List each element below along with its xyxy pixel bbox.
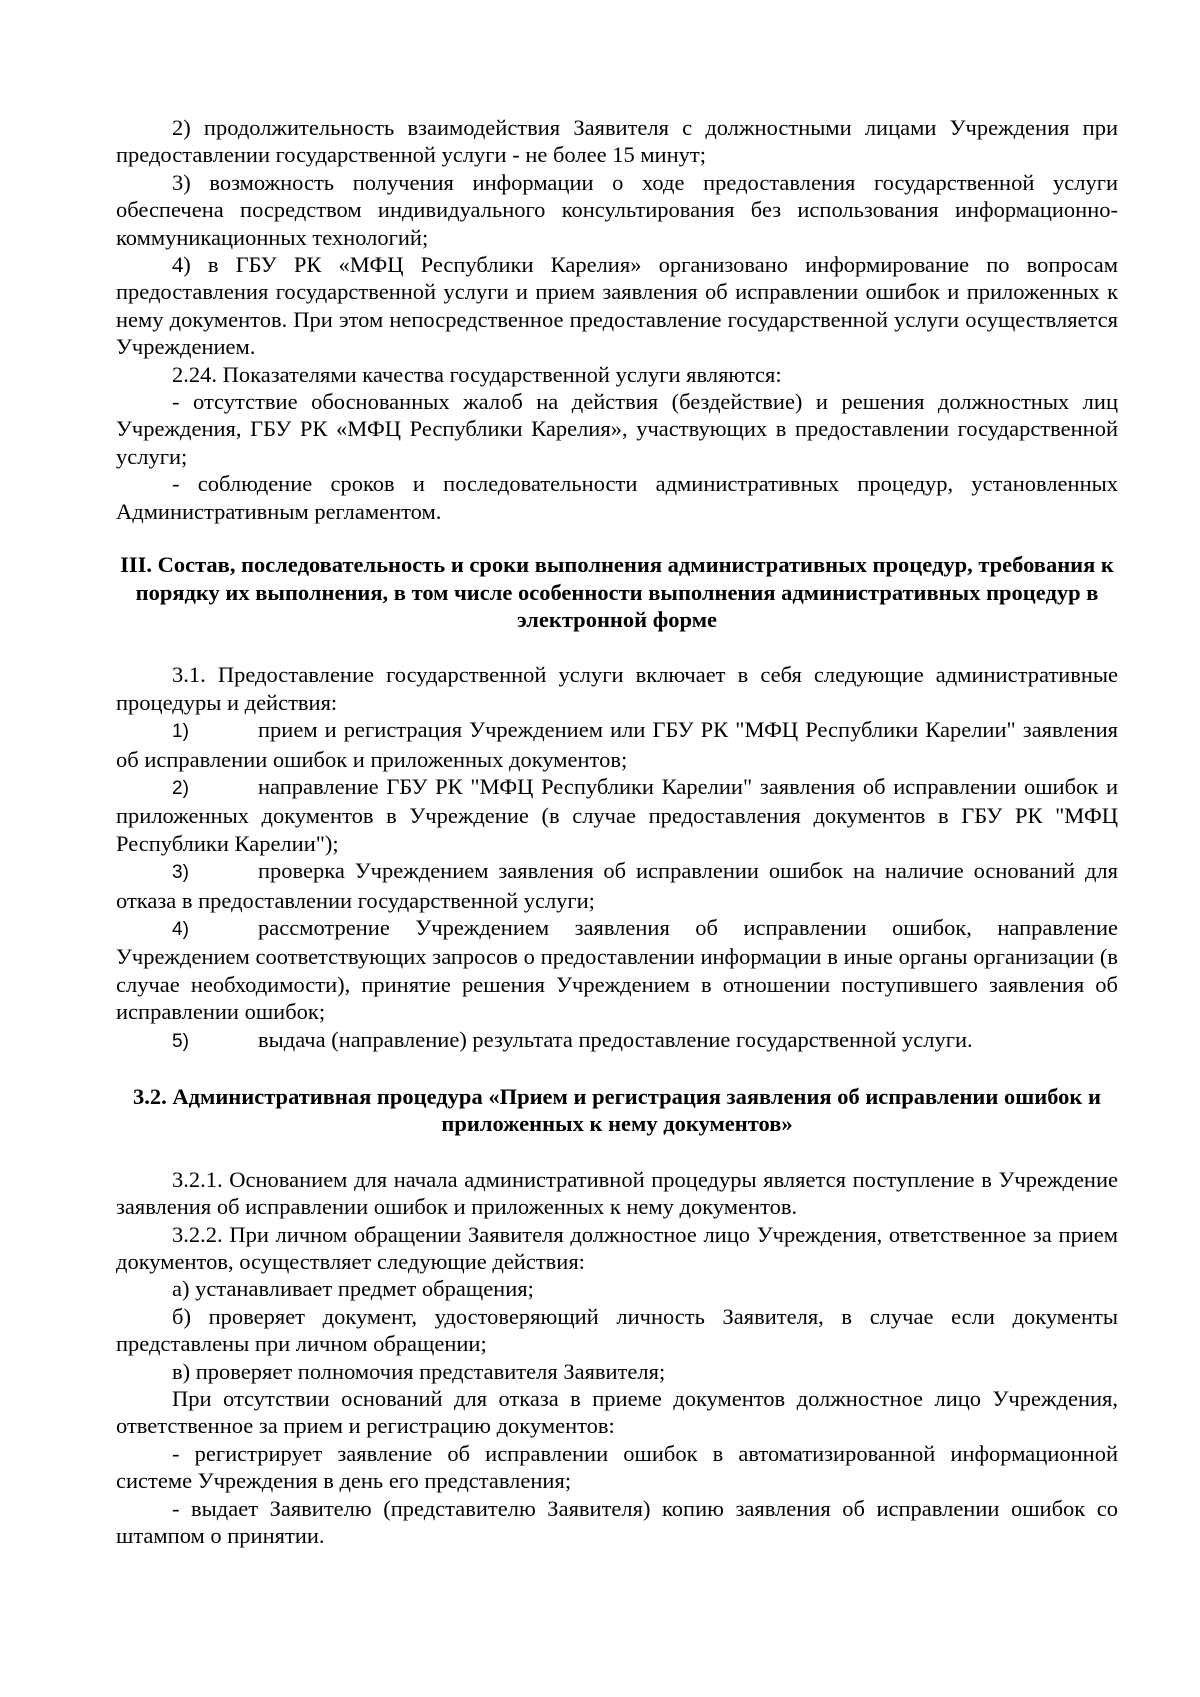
paragraph: в) проверяет полномочия представителя Заявителя; <box>172 1358 666 1384</box>
paragraph: - регистрирует заявление об исправлении ошибок в автоматизированной информационной системе Учреждения в день его представления; <box>116 1440 1118 1494</box>
paragraph: - отсутствие обоснованных жалоб на действия (бездействие) и решения должностных лиц Учреждения, ГБУ РК «МФЦ Республики Карелия», участвующих в предоставлении государственной услуги; <box>116 389 1118 469</box>
list-item <box>116 914 1118 1026</box>
list-item <box>116 773 1118 857</box>
list-item-text: рассмотрение Учреждением заявления об исправлении ошибок, направление Учреждением соответствующих запросов о предоставлении информации в иные органы организации (в случае необходимости), принятие решения Учреждением в отношении поступившего заявления об исправлении ошибок; <box>116 914 1118 1025</box>
paragraph: При отсутствии оснований для отказа в приеме документов должностное лицо Учреждения, ответственное за прием и регистрацию документов: <box>116 1386 1118 1439</box>
list-number: 1) <box>172 721 189 743</box>
list-item <box>116 1026 1118 1055</box>
paragraph: 4) в ГБУ РК «МФЦ Республики Карелия» организовано информирование по вопросам предоставления государственной услуги и прием заявления об исправлении ошибок и приложенных к нему документов. При этом непосредственное предоставление государственной услуги осуществляется Учреждением. <box>116 252 1118 360</box>
paragraph: 3.2.2. При личном обращении Заявителя должностное лицо Учреждения, ответственное за прием документов, осуществляет следующие действия: <box>116 1221 1118 1275</box>
paragraph: 3) возможность получения информации о ходе предоставления государственной услуги обеспечена посредством индивидуального консультирования без использования информационно-коммуникационных технологий; <box>116 169 1118 250</box>
paragraph: 3.2.1. Основанием для начала административной процедуры является поступление в Учреждение заявления об исправлении ошибок и приложенных к нему документов. <box>116 1166 1118 1220</box>
paragraph: а) устанавливает предмет обращения; <box>172 1276 534 1302</box>
subsection-heading: 3.2. Административная процедура «Прием и регистрация заявления об исправлении ошибок и приложенных к нему документов» <box>133 1084 1101 1137</box>
list-item <box>116 716 1118 773</box>
list-item-text: направление ГБУ РК "МФЦ Республики Карелии" заявления об исправлении ошибок и приложенных документов в Учреждение (в случае предоставления документов в ГБУ РК "МФЦ Республики Карелии"); <box>116 773 1118 856</box>
paragraph: - соблюдение сроков и последовательности административных процедур, установленных Административным регламентом. <box>116 471 1118 524</box>
paragraph: 3.1. Предоставление государственной услуги включает в себя следующие административные процедуры и действия: <box>116 662 1118 715</box>
list-item-text: выдача (направление) результата предоставление государственной услуги. <box>258 1026 973 1052</box>
paragraph: 2) продолжительность взаимодействия Заявителя с должностными лицами Учреждения при предоставлении государственной услуги - не более 15 минут; <box>116 115 1118 168</box>
list-number: 5) <box>172 1030 189 1052</box>
paragraph: 2.24. Показателями качества государственной услуги являются: <box>172 361 782 387</box>
list-number: 4) <box>172 918 189 940</box>
section-heading: III. Состав, последовательность и сроки выполнения административных процедур, требования к порядку их выполнения, в том числе особенности выполнения административных процедур в электронной форме <box>120 552 1114 632</box>
list-item-text: прием и регистрация Учреждением или ГБУ РК "МФЦ Республики Карелии" заявления об исправлении ошибок и приложенных документов; <box>116 717 1118 772</box>
list-item <box>116 857 1118 914</box>
list-number: 3) <box>172 862 189 884</box>
list-number: 2) <box>172 777 189 799</box>
paragraph: - выдает Заявителю (представителю Заявителя) копию заявления об исправлении ошибок со штампом о принятии. <box>116 1495 1118 1549</box>
paragraph: б) проверяет документ, удостоверяющий личность Заявителя, в случае если документы представлены при личном обращении; <box>116 1303 1118 1357</box>
list-item-text: проверка Учреждением заявления об исправлении ошибок на наличие оснований для отказа в предоставлении государственной услуги; <box>116 858 1118 913</box>
